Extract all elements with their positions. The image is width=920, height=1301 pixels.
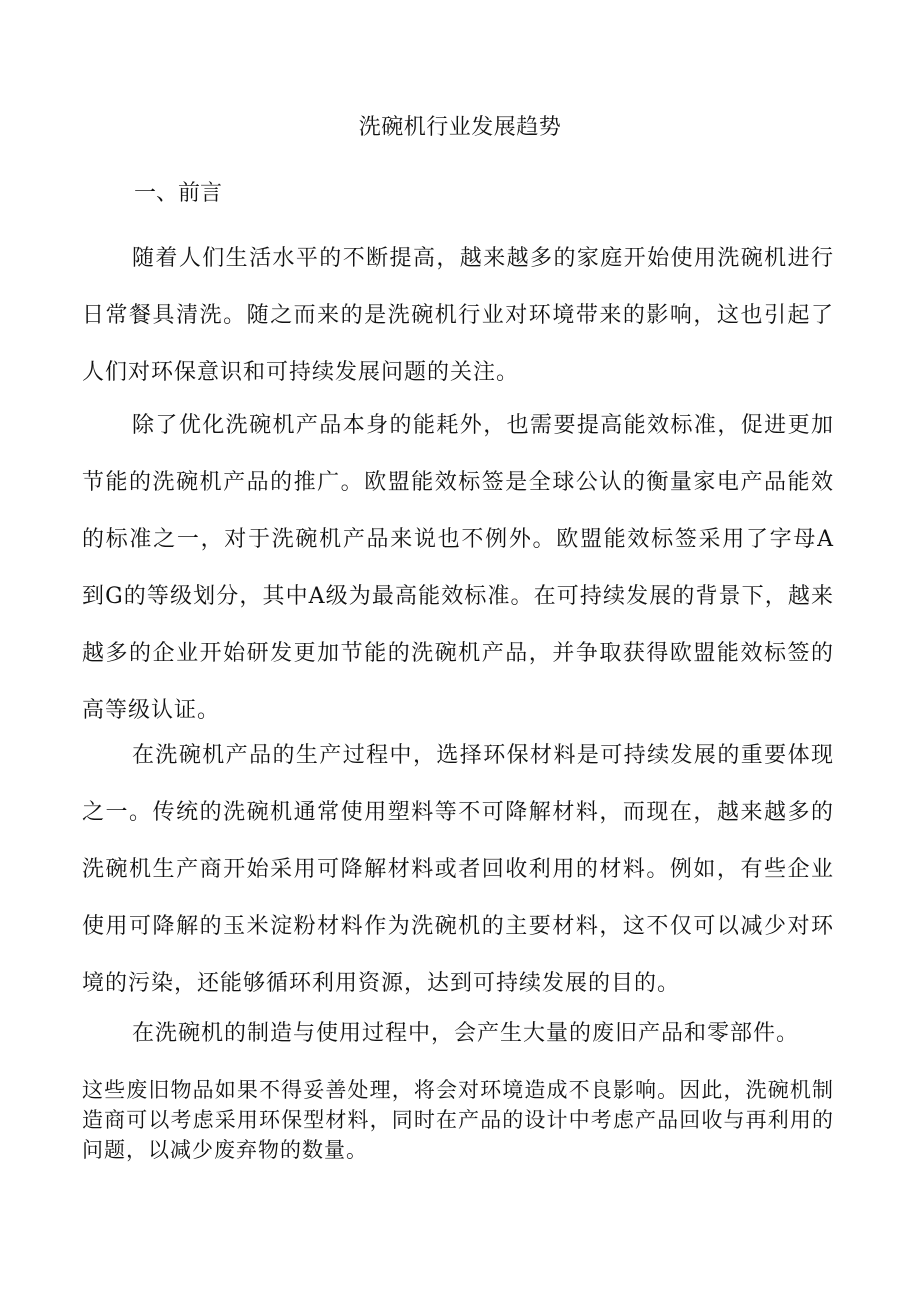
paragraph-1: 随着人们生活水平的不断提高，越来越多的家庭开始使用洗碗机进行日常餐具清洗。随之而来的是洗碗机行业对环境带来的影响，这也引起了人们对环保意识和可持续发展问题的关注。 <box>82 246 834 385</box>
paragraph-5: 这些废旧物品如果不得妥善处理，将会对环境造成不良影响。因此，洗碗机制造商可以考虑采用环保型材料，同时在产品的设计中考虑产品回收与再利用的问题，以减少废弃物的数量。 <box>82 1078 834 1162</box>
paragraph-2: 除了优化洗碗机产品本身的能耗外，也需要提高能效标准，促进更加节能的洗碗机产品的推广。欧盟能效标签是全球公认的衡量家电产品能效的标准之一，对于洗碗机产品来说也不例外。欧盟能效标签采用了字母A到G的等级划分，其中A级为最高能效标准。在可持续发展的背景下，越来越多的企业开始研发更加节能的洗碗机产品，并争取获得欧盟能效标签的高等级认证。 <box>82 413 834 723</box>
document-title: 洗碗机行业发展趋势 <box>358 115 562 140</box>
paragraph-4: 在洗碗机的制造与使用过程中，会产生大量的废旧产品和零部件。 <box>132 1021 800 1046</box>
section-heading: 一、前言 <box>134 181 223 206</box>
paragraph-3: 在洗碗机产品的生产过程中，选择环保材料是可持续发展的重要体现之一。传统的洗碗机通常使用塑料等不可降解材料，而现在，越来越多的洗碗机生产商开始采用可降解材料或者回收利用的材料。例如，有些企业使用可降解的玉米淀粉材料作为洗碗机的主要材料，这不仅可以减少对环境的污染，还能够循环利用资源，达到可持续发展的目的。 <box>82 743 834 996</box>
